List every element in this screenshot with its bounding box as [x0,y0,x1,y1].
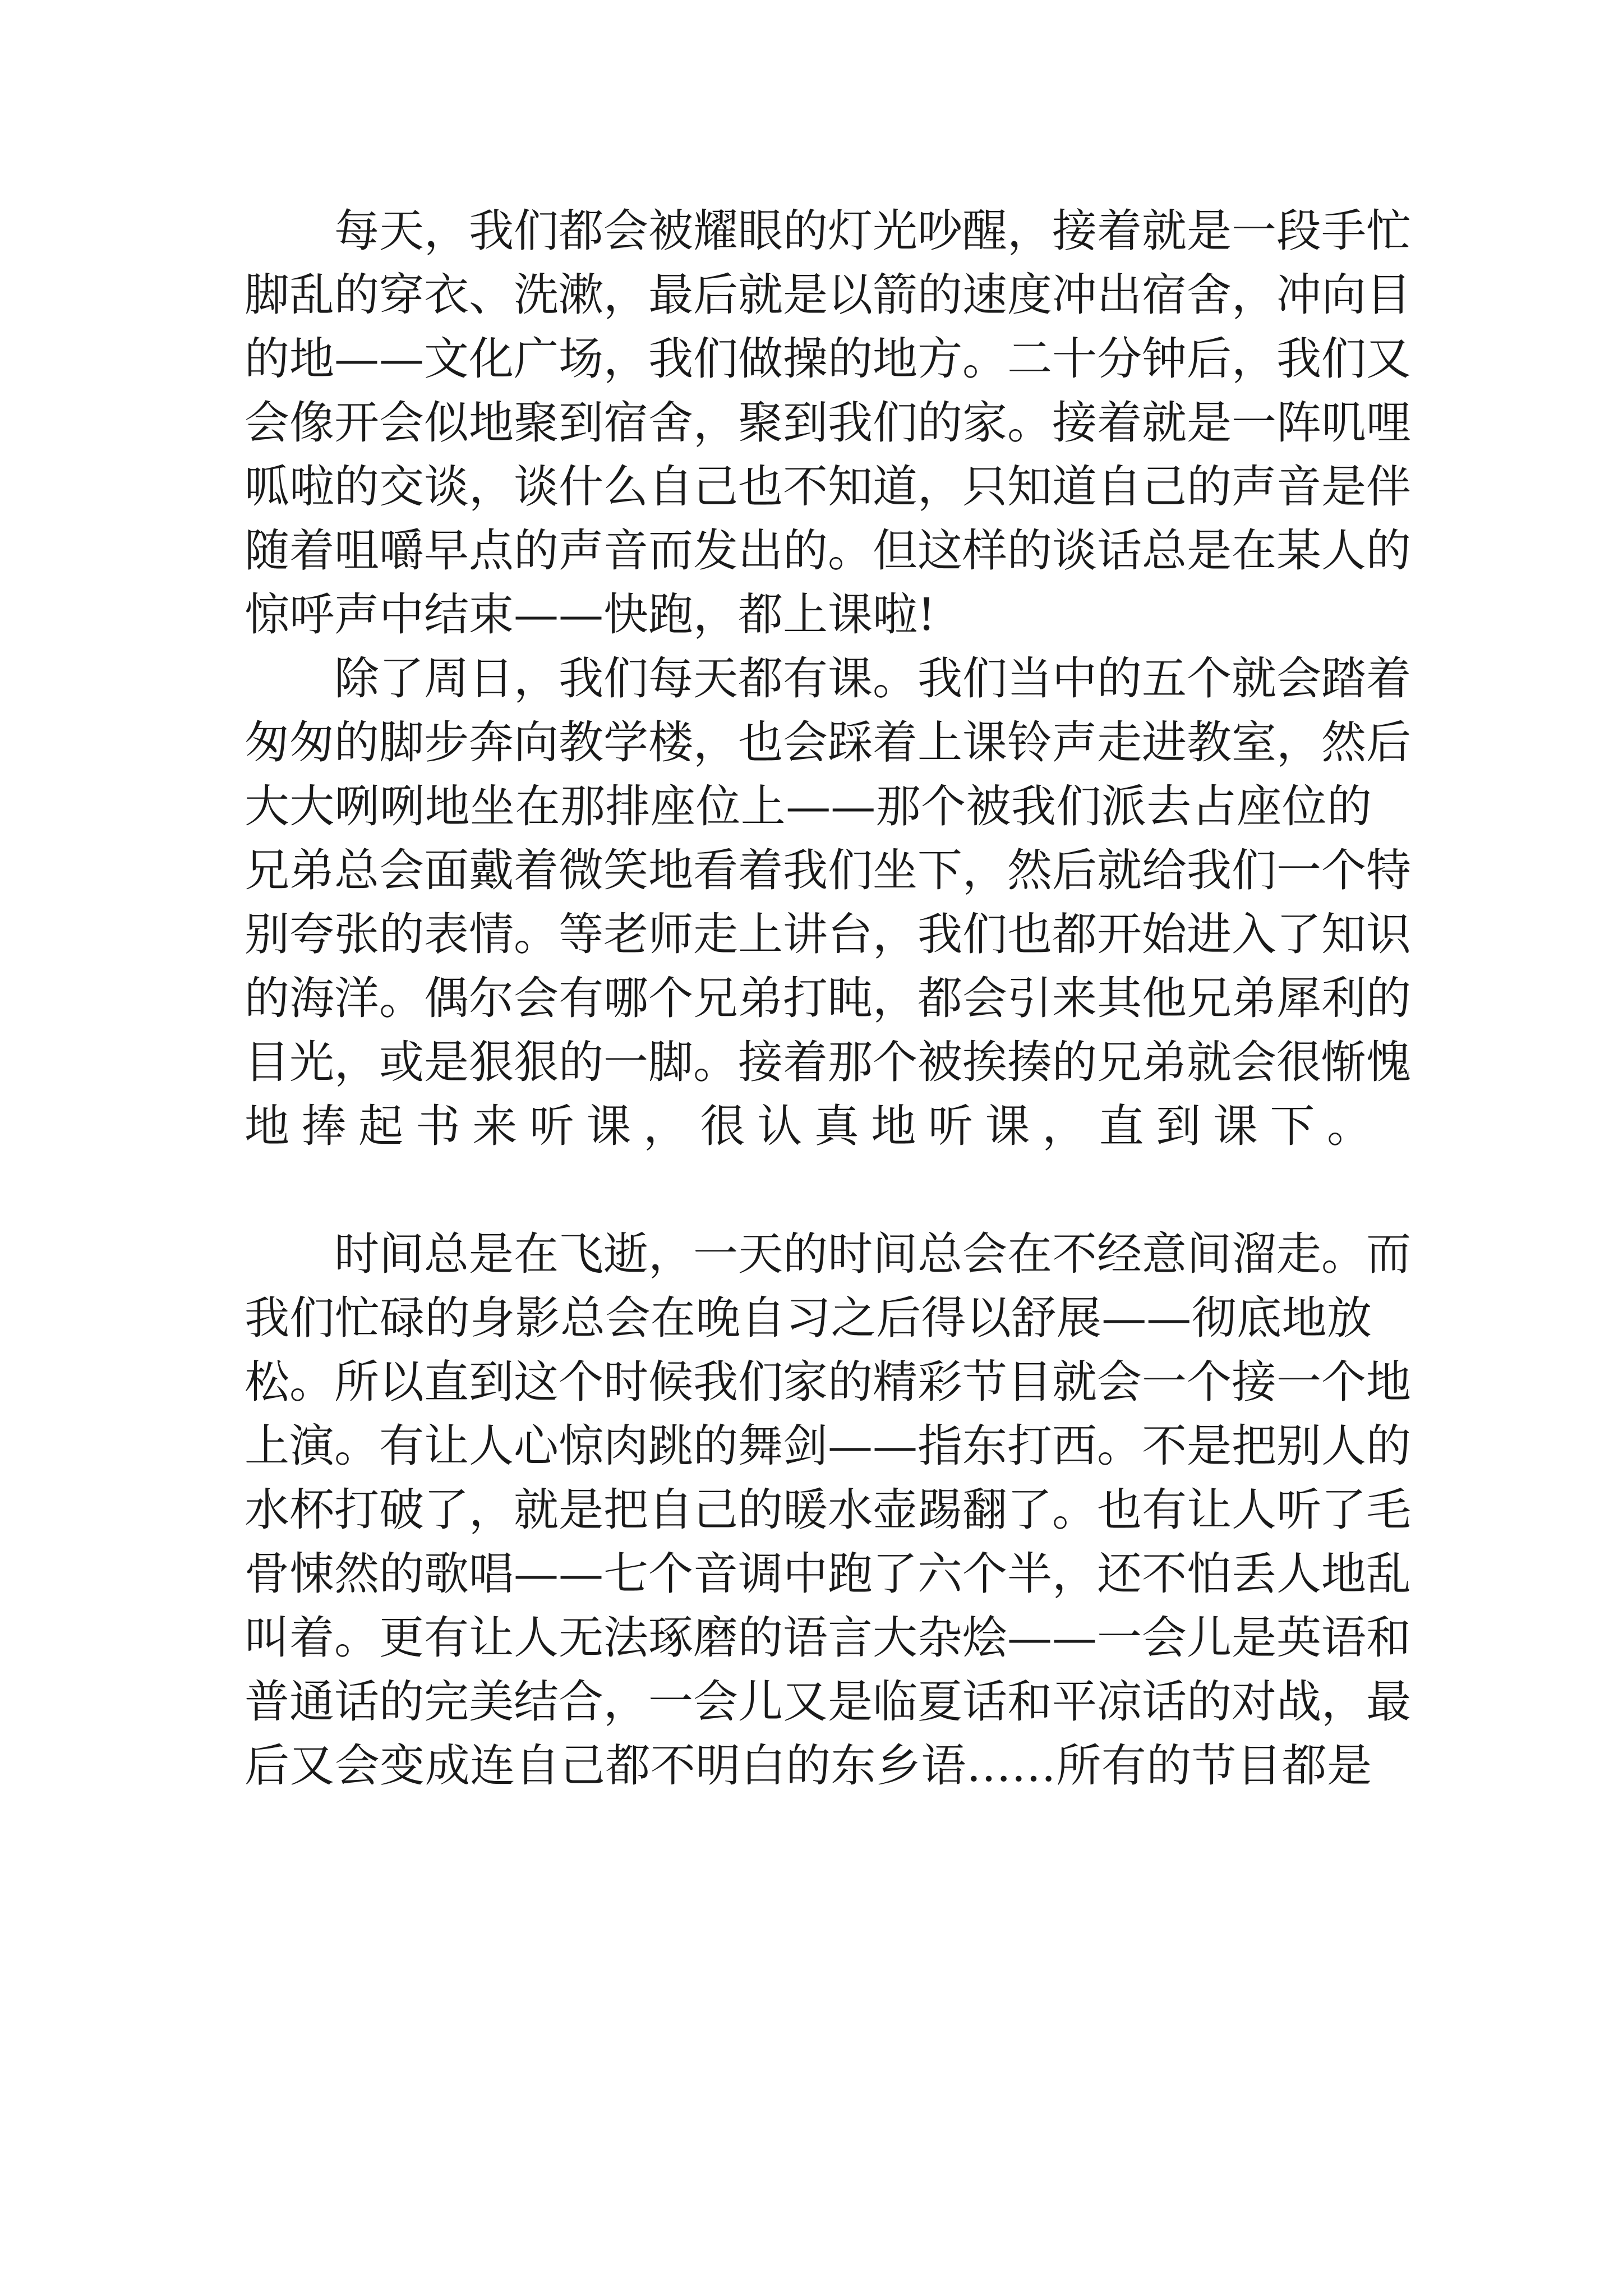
text-line: 大大咧咧地坐在那排座位上——那个被我们派去占座位的 [245,780,1372,832]
paragraph-2 [245,647,1411,1222]
text-line: 后又会变成连自己都不明白的东乡语……所有的节目都是 [245,1740,1372,1792]
text-line: 上演。有让人心惊肉跳的舞剑——指东打西。不是把别人的 [245,1420,1411,1472]
text-line: 水杯打破了，就是把自己的暖水壶踢翻了。也有让人听了毛 [245,1484,1411,1536]
text-line: 脚乱的穿衣、洗漱，最后就是以箭的速度冲出宿舍，冲向目 [245,269,1411,321]
text-line: 目光，或是狠狠的一脚。接着那个被挨揍的兄弟就会很惭愧 [245,1036,1411,1088]
paragraph-1 [245,199,1411,647]
text-line: 每天，我们都会被耀眼的灯光吵醒，接着就是一段手忙 [334,205,1411,257]
text-line: 我们忙碌的身影总会在晚自习之后得以舒展——彻底地放 [245,1292,1372,1344]
text-line: 时间总是在飞逝，一天的时间总会在不经意间溜走。而 [334,1228,1411,1280]
text-line: 兄弟总会面戴着微笑地看着我们坐下，然后就给我们一个特 [245,844,1411,896]
body-text [245,199,1411,1798]
text-line: 的地——文化广场，我们做操的地方。二十分钟后，我们又 [245,333,1411,385]
text-line: 松。所以直到这个时候我们家的精彩节目就会一个接一个地 [245,1356,1411,1408]
text-line: 除了周日，我们每天都有课。我们当中的五个就会踏着 [334,652,1411,705]
text-line: 普通话的完美结合，一会儿又是临夏话和平凉话的对战，最 [245,1676,1411,1728]
text-line: 会像开会似地聚到宿舍，聚到我们的家。接着就是一阵叽哩 [245,397,1411,449]
text-line: 随着咀嚼早点的声音而发出的。但这样的谈话总是在某人的 [245,524,1411,577]
text-line: 匆匆的脚步奔向教学楼，也会踩着上课铃声走进教室，然后 [245,716,1411,769]
text-line: 惊呼声中结束——快跑，都上课啦! [245,588,936,641]
text-line: 的海洋。偶尔会有哪个兄弟打盹，都会引来其他兄弟犀利的 [245,972,1411,1024]
text-line: 别夸张的表情。等老师走上讲台，我们也都开始进入了知识 [245,908,1411,960]
paragraph-3 [245,1222,1411,1798]
text-line: 呱啦的交谈，谈什么自己也不知道，只知道自己的声音是伴 [245,461,1411,513]
text-line: 骨悚然的歌唱——七个音调中跑了六个半，还不怕丢人地乱 [245,1548,1411,1600]
text-line: 叫着。更有让人无法琢磨的语言大杂烩——一会儿是英语和 [245,1612,1411,1664]
text-line [245,1158,1372,1222]
text-line: 地捧起书来听课，很认真地听课，直到课下。 [245,1100,1372,1152]
